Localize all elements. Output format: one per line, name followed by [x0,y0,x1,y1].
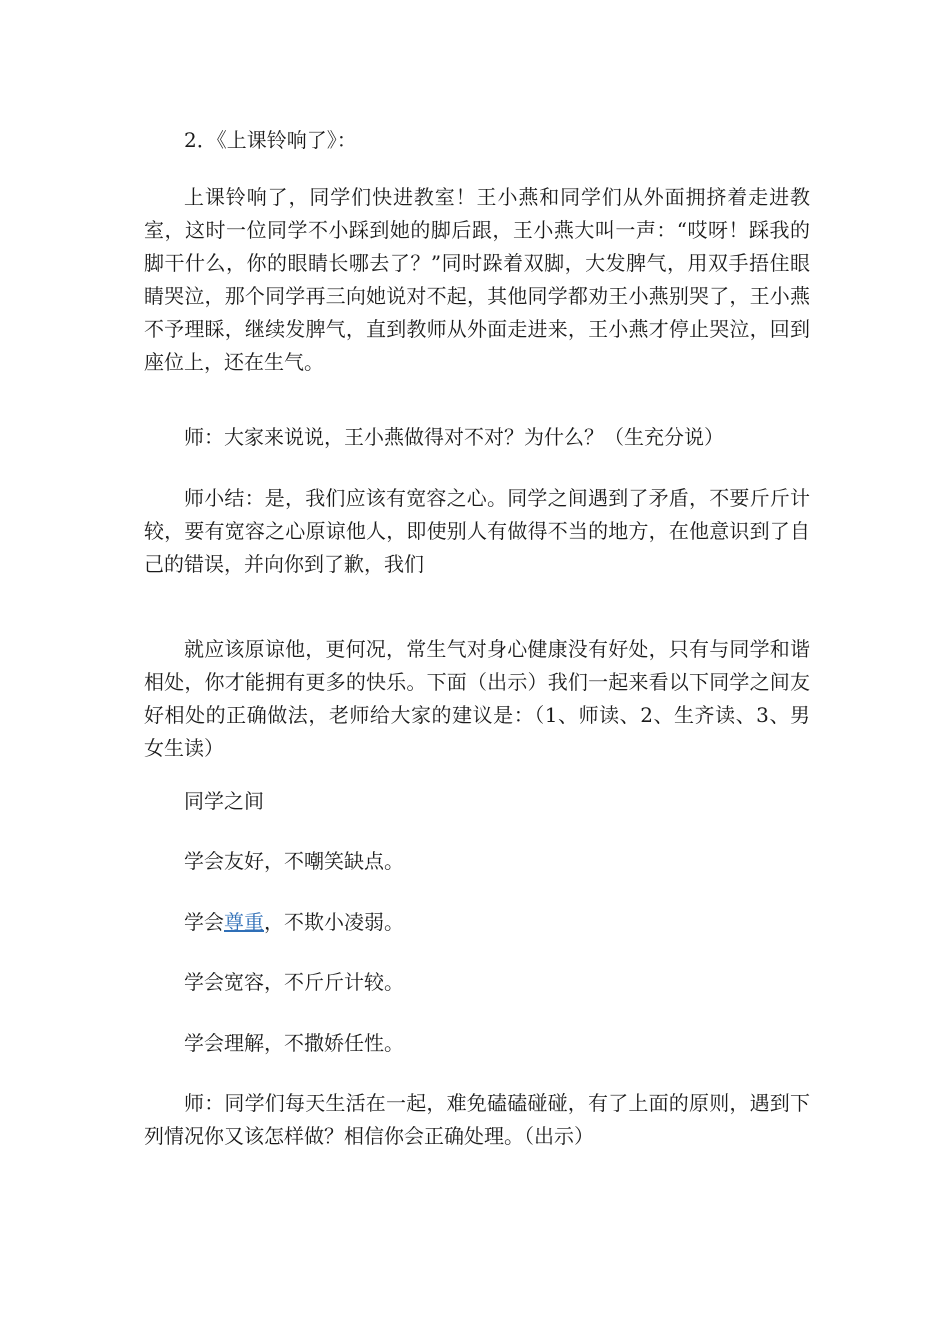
rule-respect [144,906,810,939]
forgiveness-paragraph: 就应该原谅他，更何况，常生气对身心健康没有好处，只有与同学和谐相处，你才能拥有更多的快乐。下面（出示）我们一起来看以下同学之间友好相处的正确做法，老师给大家的建议是：（1、师读、2、生齐读、3、男女生读） [144,637,810,760]
rule-friendly: 学会友好，不嘲笑缺点。 [184,849,404,873]
rule-respect-suffix: ，不欺小凌弱。 [264,910,404,934]
rule-understanding: 学会理解，不撒娇任性。 [184,1031,404,1055]
respect-link[interactable]: 尊重 [224,910,264,934]
teacher-summary-paragraph: 师小结：是，我们应该有宽容之心。同学之间遇到了矛盾，不要斤斤计较，要有宽容之心原谅他人，即使别人有做得不当的地方，在他意识到了自己的错误，并向你到了歉，我们 [144,486,810,576]
section-heading: 2．《上课铃响了》： [184,128,357,152]
teacher-question-paragraph: 师：大家来说说，王小燕做得对不对？为什么？（生充分说） [184,425,724,449]
rule-tolerance: 学会宽容，不斤斤计较。 [184,970,404,994]
list-heading: 同学之间 [184,789,264,813]
teacher-scenario-paragraph: 师：同学们每天生活在一起，难免磕磕碰碰，有了上面的原则，遇到下列情况你又该怎样做？相信你会正确处理。（出示） [144,1091,810,1148]
rule-respect-prefix: 学会 [184,910,224,934]
story-paragraph: 上课铃响了，同学们快进教室！王小燕和同学们从外面拥挤着走进教室，这时一位同学不小踩到她的脚后跟，王小燕大叫一声：“哎呀！踩我的脚干什么，你的眼睛长哪去了？”同时跺着双脚，大发脾气，用双手捂住眼睛哭泣，那个同学再三向她说对不起，其他同学都劝王小燕别哭了，王小燕不予理睬，继续发脾气，直到教师从外面走进来，王小燕才停止哭泣，回到座位上，还在生气。 [144,185,810,374]
